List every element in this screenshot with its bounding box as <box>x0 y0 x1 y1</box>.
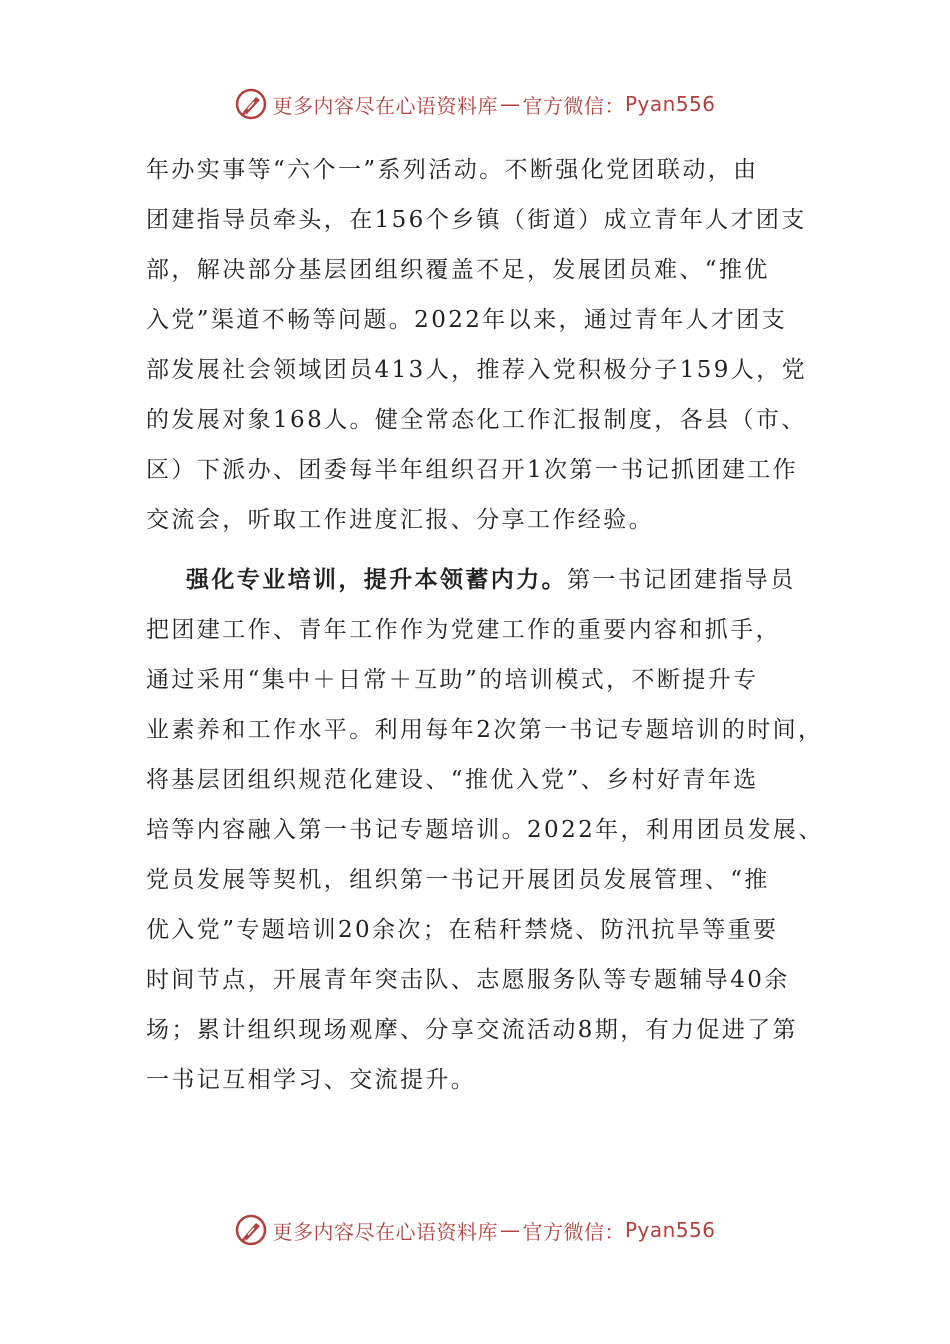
watermark-separator: — <box>499 92 521 116</box>
header-watermark <box>0 84 950 124</box>
text-line: 区）下派办、团委每半年组织召开1次第一书记抓团建工作 <box>146 457 799 483</box>
text-line: 业素养和工作水平。利用每年2次第一书记专题培训的时间， <box>146 717 824 743</box>
heading-line-rest: 第一书记团建指导员 <box>567 567 796 593</box>
text-line: 的发展对象168人。健全常态化工作汇报制度，各县（市、 <box>146 407 807 433</box>
text-line: 入党”渠道不畅等问题。2022年以来，通过青年人才团支 <box>146 307 788 333</box>
paragraph-2 <box>146 555 824 1105</box>
watermark-wechat-id: Pyan556 <box>624 92 716 116</box>
text-line: 交流会，听取工作进度汇报、分享工作经验。 <box>146 507 654 533</box>
pen-nib-logo-icon <box>234 1213 268 1247</box>
text-line: 将基层团组织规范化建设、“推优入党”、乡村好青年选 <box>146 767 759 793</box>
paragraph-first-line <box>146 555 818 605</box>
pen-nib-logo-icon <box>234 87 268 121</box>
text-line: 时间节点，开展青年突击队、志愿服务队等专题辅导40余 <box>146 967 790 993</box>
watermark-wechat-label: 官方微信： <box>522 93 625 118</box>
text-line: 团建指导员牵头，在156个乡镇（街道）成立青年人才团支 <box>146 207 807 233</box>
text-line: 培等内容融入第一书记专题培训。2022年，利用团员发展、 <box>146 817 824 843</box>
text-line: 把团建工作、青年工作作为党建工作的重要内容和抓手， <box>146 617 781 643</box>
text-line: 一书记互相学习、交流提升。 <box>146 1067 477 1093</box>
text-line: 部发展社会领域团员413人，推荐入党积极分子159人，党 <box>146 357 807 383</box>
text-line: 党员发展等契机，组织第一书记开展团员发展管理、“推 <box>146 867 770 893</box>
section-heading: 强化专业培训，提升本领蓄内力。 <box>186 566 567 593</box>
watermark-site-text: 更多内容尽在心语资料库 <box>272 1219 498 1244</box>
text-line: 部，解决部分基层团组织覆盖不足，发展团员难、“推优 <box>146 257 770 283</box>
text-line: 年办实事等“六个一”系列活动。不断强化党团联动，由 <box>146 157 759 183</box>
text-line: 通过采用“集中＋日常＋互助”的培训模式，不断提升专 <box>146 667 759 693</box>
text-line: 场；累计组织现场观摩、分享交流活动8期，有力促进了第 <box>146 1017 799 1043</box>
watermark-wechat-id: Pyan556 <box>624 1218 716 1242</box>
watermark-separator: — <box>499 1218 521 1242</box>
watermark-wechat-label: 官方微信： <box>522 1219 625 1244</box>
footer-watermark <box>0 1210 950 1250</box>
watermark-site-text: 更多内容尽在心语资料库 <box>272 93 498 118</box>
text-line: 优入党”专题培训20余次；在秸秆禁烧、防汛抗旱等重要 <box>146 917 779 943</box>
paragraph-1 <box>146 145 818 545</box>
